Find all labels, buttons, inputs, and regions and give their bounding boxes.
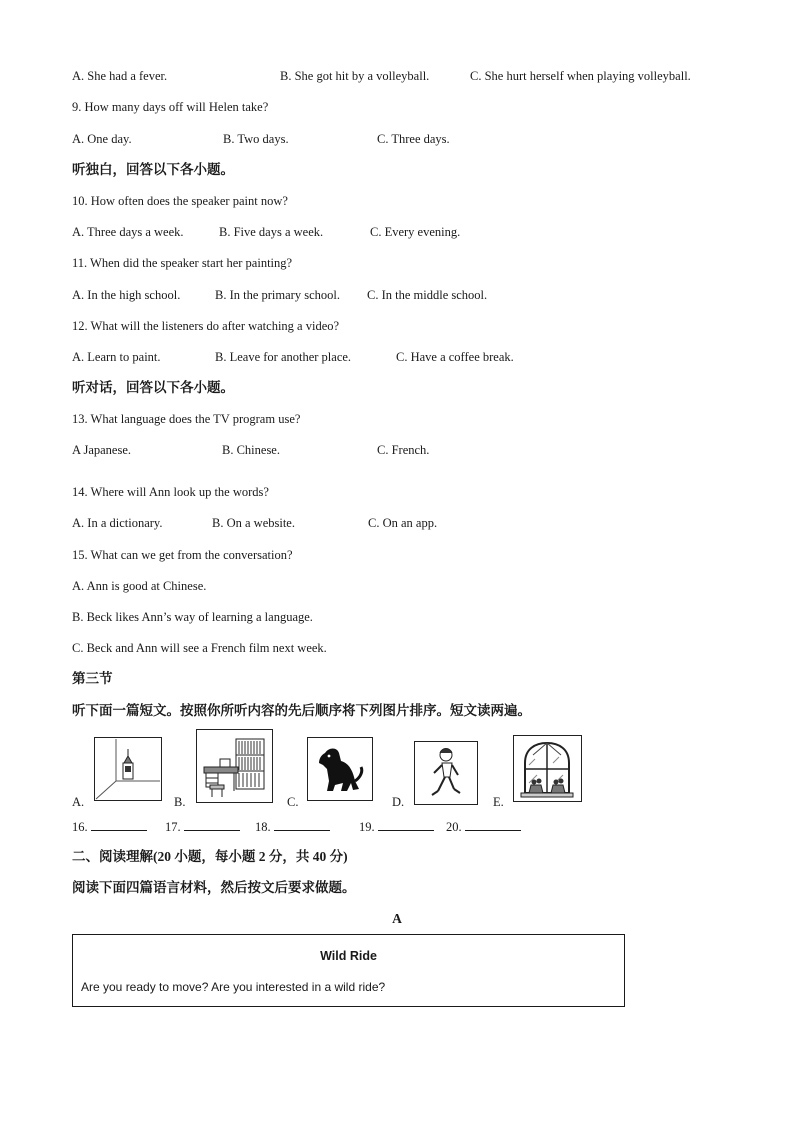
q12-option-b: B. Leave for another place.: [215, 350, 352, 364]
blank-number: 18.: [255, 820, 271, 834]
q11-option-a: A. In the high school.: [72, 288, 181, 302]
q12-option-a: A. Learn to paint.: [72, 350, 161, 364]
picture-a-label: A.: [72, 795, 85, 809]
q9-option-a: A. One day.: [72, 132, 132, 146]
passage-text: Are you ready to move? Are you interested in a wild ride?: [81, 980, 386, 994]
q11-option-b: B. In the primary school.: [215, 288, 340, 302]
q13-option-c: C. French.: [377, 443, 430, 457]
q13-option-b: B. Chinese.: [222, 443, 280, 457]
blank-number: 17.: [165, 820, 181, 834]
picture-e-label: E.: [493, 795, 504, 809]
q14-option-b: B. On a website.: [212, 516, 295, 530]
q11-option-c: C. In the middle school.: [367, 288, 488, 302]
part3-heading: 第三节: [72, 671, 113, 686]
q13-question: 13. What language does the TV program use?: [72, 412, 301, 426]
answer-blank-20[interactable]: [446, 818, 521, 835]
q12-option-c: C. Have a coffee break.: [396, 350, 514, 364]
picture-b-label: B.: [174, 795, 186, 809]
q12-question: 12. What will the listeners do after watching a video?: [72, 319, 340, 333]
blank-number: 19.: [359, 820, 375, 834]
q8-option-c: C. She hurt herself when playing volleyball.: [470, 69, 691, 83]
room-corner-lamp-icon: [94, 737, 162, 801]
part3-instruction: 听下面一篇短文。按照你所听内容的先后顺序将下列图片排序。短文读两遍。: [72, 703, 531, 718]
q14-question: 14. Where will Ann look up the words?: [72, 485, 269, 499]
q10-option-c: C. Every evening.: [370, 225, 461, 239]
blank-number: 16.: [72, 820, 88, 834]
q15-option-a: A. Ann is good at Chinese.: [72, 579, 207, 593]
blank-number: 20.: [446, 820, 462, 834]
section-dialogue-heading: 听对话，回答以下各小题。: [72, 380, 234, 395]
picture-d-label: D.: [392, 795, 405, 809]
q10-option-a: A. Three days a week.: [72, 225, 184, 239]
q14-option-c: C. On an app.: [368, 516, 438, 530]
picture-c-label: C.: [287, 795, 299, 809]
running-boy-icon: [414, 741, 478, 805]
q14-option-a: A. In a dictionary.: [72, 516, 163, 530]
q10-option-b: B. Five days a week.: [219, 225, 324, 239]
section-monologue-heading: 听独白，回答以下各小题。: [72, 162, 234, 177]
q13-option-a: A Japanese.: [72, 443, 132, 457]
answer-blank-19[interactable]: [359, 818, 434, 835]
reading-heading: 二、阅读理解(20 小题，每小题 2 分，共 40 分): [72, 849, 348, 864]
window-flowerpots-icon: [513, 735, 582, 802]
q9-question: 9. How many days off will Helen take?: [72, 100, 269, 114]
q11-question: 11. When did the speaker start her painting?: [72, 256, 293, 270]
reading-instruction: 阅读下面四篇语言材料，然后按文后要求做题。: [72, 880, 356, 895]
answer-blank-18[interactable]: [255, 818, 330, 835]
passage-box: [72, 934, 625, 1007]
q8-option-b: B. She got hit by a volleyball.: [280, 69, 430, 83]
desk-bookshelf-icon: [196, 729, 273, 803]
q9-option-c: C. Three days.: [377, 132, 450, 146]
q15-option-b: B. Beck likes Ann’s way of learning a language.: [72, 610, 313, 624]
q8-option-a: A. She had a fever.: [72, 69, 168, 83]
q9-option-b: B. Two days.: [223, 132, 289, 146]
q15-question: 15. What can we get from the conversation?: [72, 548, 293, 562]
passage-letter: A: [392, 911, 402, 926]
answer-blank-17[interactable]: [165, 818, 240, 835]
passage-title: Wild Ride: [320, 949, 377, 963]
dog-icon: [307, 737, 373, 801]
q15-option-c: C. Beck and Ann will see a French film next week.: [72, 641, 327, 655]
q10-question: 10. How often does the speaker paint now?: [72, 194, 288, 208]
answer-blank-16[interactable]: [72, 818, 147, 835]
